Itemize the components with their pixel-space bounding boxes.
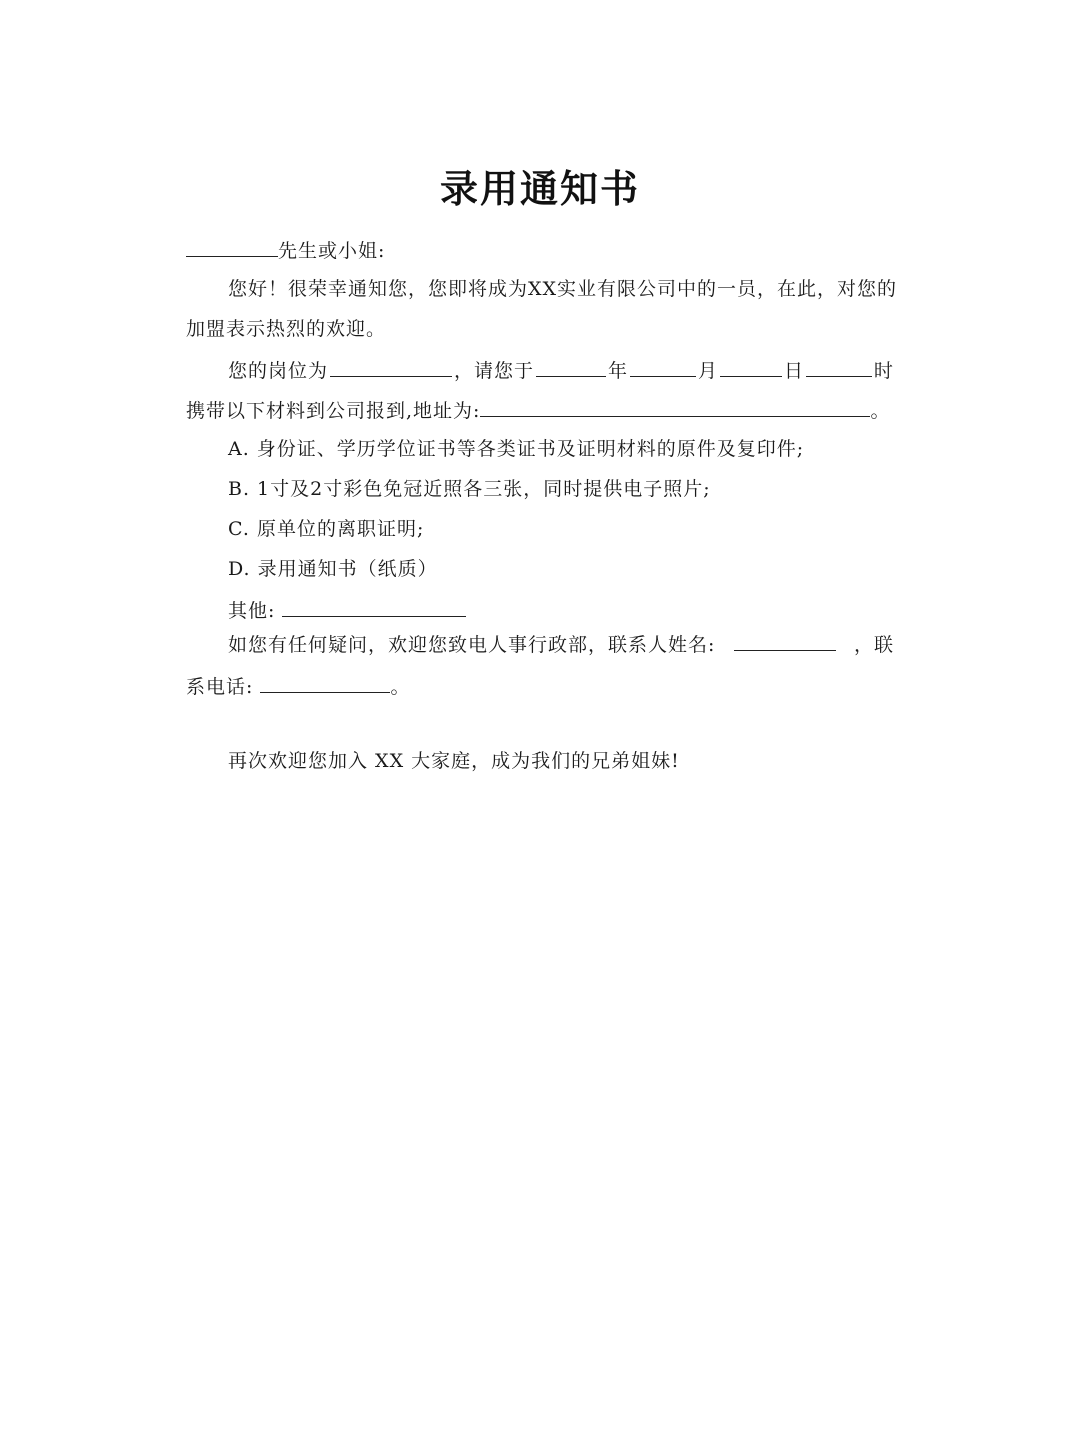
closing-line: 再次欢迎您加入 XX 大家庭，成为我们的兄弟姐妹!: [228, 750, 680, 772]
month-label: 月: [697, 360, 718, 382]
hour-blank[interactable]: [806, 356, 872, 377]
address-end: 。: [870, 400, 891, 422]
contact-suffix: ，联: [853, 634, 894, 656]
phone-blank[interactable]: [260, 672, 390, 693]
name-blank[interactable]: [186, 236, 278, 257]
day-label: 日: [783, 360, 804, 382]
contact-line-1: [228, 630, 894, 658]
position-date-line: [228, 356, 894, 384]
contact-intro: 如您有任何疑问，欢迎您致电人事行政部，联系人姓名:: [228, 634, 716, 656]
date-intro-label: ，请您于: [453, 360, 534, 382]
year-label: 年: [607, 360, 628, 382]
day-blank[interactable]: [720, 356, 782, 377]
list-item: B. 1寸及2寸彩色免冠近照各三张，同时提供电子照片;: [228, 478, 711, 500]
address-blank[interactable]: [480, 396, 870, 417]
month-blank[interactable]: [630, 356, 696, 377]
list-item: C. 原单位的离职证明;: [228, 518, 425, 540]
hour-label: 时: [873, 360, 894, 382]
welcome-paragraph-line-2: 加盟表示热烈的欢迎。: [186, 318, 387, 340]
address-label: 携带以下材料到公司报到,地址为:: [186, 400, 481, 422]
phone-label: 系电话:: [186, 676, 254, 698]
other-line: [228, 596, 466, 624]
contact-line-2: [186, 672, 410, 700]
phone-end: 。: [390, 676, 411, 698]
welcome-paragraph-line-1: 您好！很荣幸通知您，您即将成为XX实业有限公司中的一员，在此，对您的: [228, 278, 898, 300]
other-blank[interactable]: [282, 596, 466, 617]
contact-name-blank[interactable]: [734, 630, 836, 651]
list-item: D. 录用通知书（纸质）: [228, 558, 438, 580]
list-item: A. 身份证、学历学位证书等各类证书及证明材料的原件及复印件;: [228, 438, 805, 460]
position-label: 您的岗位为: [228, 360, 329, 382]
position-blank[interactable]: [330, 356, 452, 377]
document-title: 录用通知书: [439, 167, 640, 211]
salutation-line: [186, 236, 385, 264]
other-label: 其他:: [228, 600, 276, 622]
salutation-suffix: 先生或小姐:: [278, 240, 386, 262]
year-blank[interactable]: [536, 356, 606, 377]
address-line: [186, 396, 890, 424]
